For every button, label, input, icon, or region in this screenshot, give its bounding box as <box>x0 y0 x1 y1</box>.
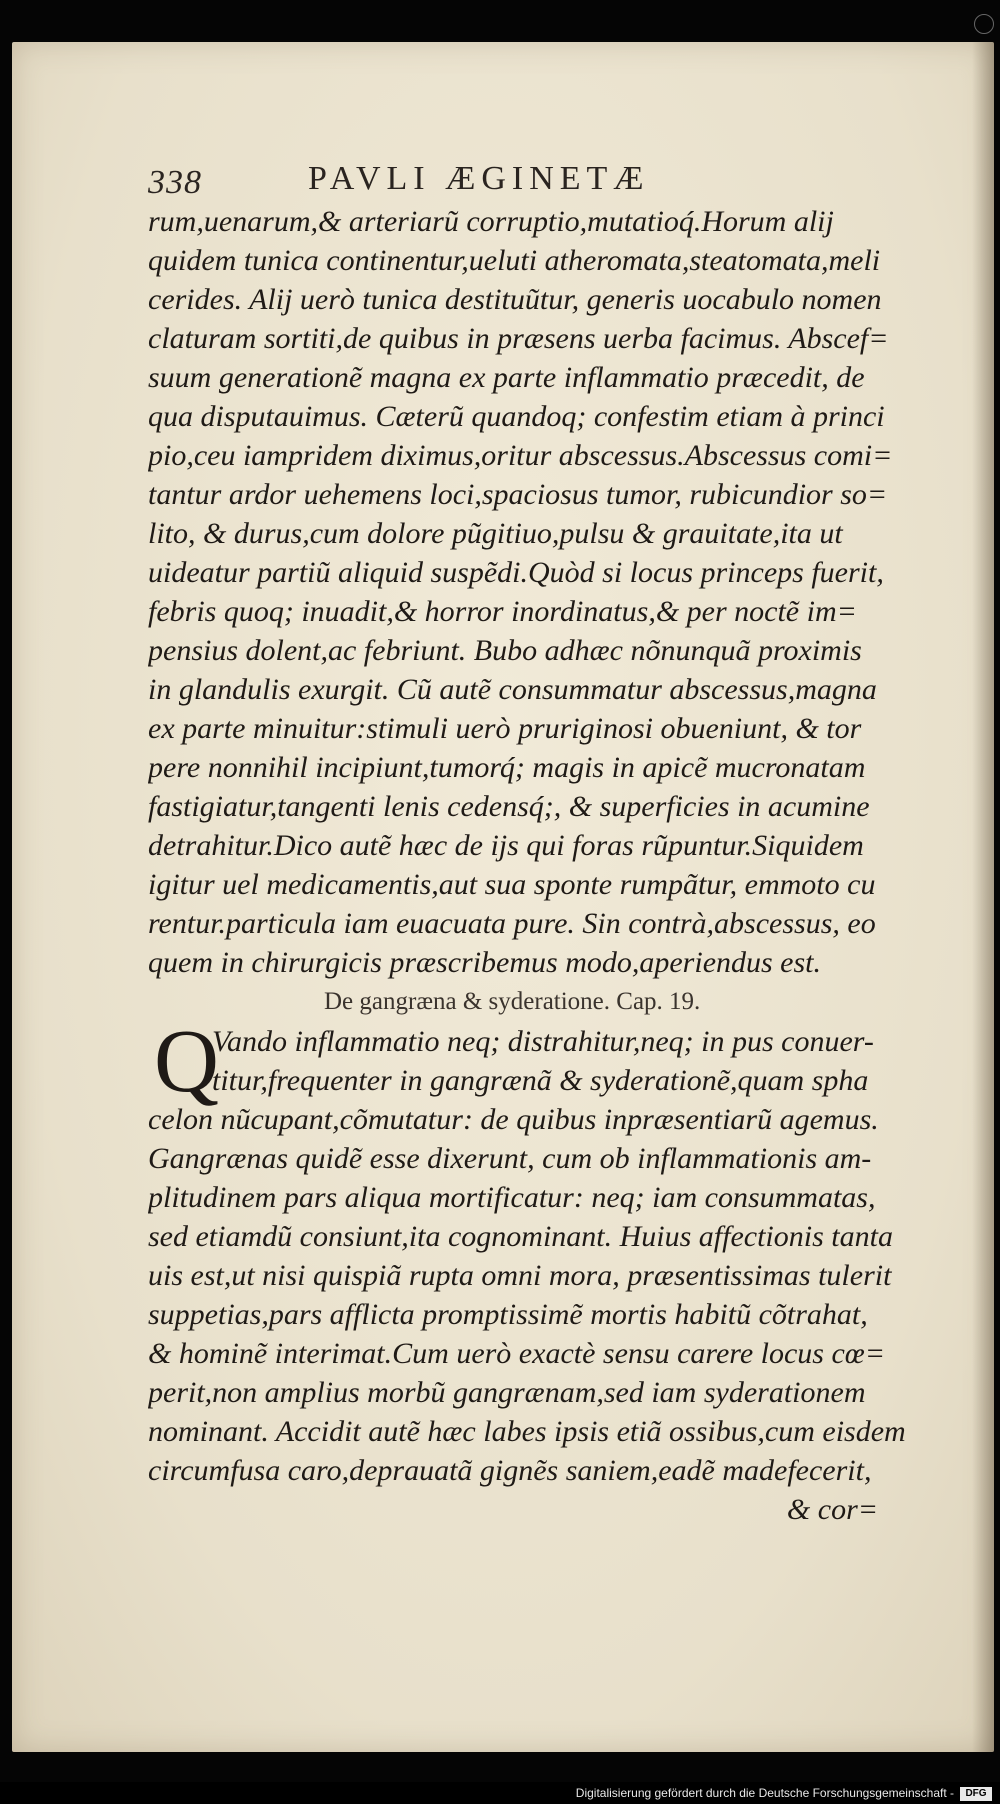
text-line: pere nonnihil incipiunt,tumorq́; magis in apicẽ mucronatam <box>148 751 866 784</box>
text-line: Gangrænas quidẽ esse dixerunt, cum ob inflammationis am- <box>148 1142 872 1175</box>
text-line: suppetias,pars afflicta promptissimẽ mortis habitũ cõtrahat, <box>148 1298 868 1331</box>
text-line: circumfusa caro,deprauatã gignẽs saniem,eadẽ madefecerit, <box>148 1454 872 1487</box>
text-line: suum generationẽ magna ex parte inflammatio præcedit, de <box>148 361 865 394</box>
text-line: quem in chirurgicis præscribemus modo,aperiendus est. <box>148 946 822 979</box>
text-line: & hominẽ interimat.Cum uerò exactè sensu carere locus cœ= <box>148 1337 886 1370</box>
text-line: detrahitur.Dico autẽ hæc de ijs qui foras rũpuntur.Siquidem <box>148 829 864 862</box>
text-line: quidem tunica continentur,ueluti atheromata,steatomata,meli <box>148 244 881 277</box>
text-line: Vando inflammatio neq; distrahitur,neq; in pus conuer- <box>212 1025 874 1058</box>
chapter-heading: De gangræna & syderatione. Cap. 19. <box>324 988 701 1015</box>
text-line: pio,ceu iampridem diximus,oritur abscessus.Abscessus comi= <box>148 439 893 472</box>
scan-corner-mark <box>974 14 994 34</box>
main-text <box>148 202 908 1529</box>
text-line: perit,non amplius morbũ gangrænam,sed iam syderationem <box>148 1376 866 1409</box>
text-line: febris quoq; inuadit,& horror inordinatus,& per noctẽ im= <box>148 595 857 628</box>
text-line: lito, & durus,cum dolore pũgitiuo,pulsu & grauitate,ita ut <box>148 517 843 550</box>
text-line: plitudinem pars aliqua mortificatur: neq; iam consummatas, <box>148 1181 876 1214</box>
text-line: titur,frequenter in gangrænã & syderationẽ,quam spha <box>212 1064 869 1097</box>
text-line: sed etiamdũ consiunt,ita cognominant. Huius affectionis tanta <box>148 1220 893 1253</box>
text-line: rum,uenarum,& arteriarũ corruptio,mutatioq́.Horum alij <box>148 205 834 238</box>
catchword: & cor= <box>786 1493 878 1526</box>
text-line: cerides. Alij uerò tunica destituũtur, generis uocabulo nomen <box>148 283 882 316</box>
text-line: igitur uel medicamentis,aut sua sponte rumpãtur, emmoto cu <box>148 868 876 901</box>
footer-bar <box>0 1782 1000 1804</box>
text-lines-bottom <box>148 1100 908 1490</box>
dfg-logo: DFG <box>960 1787 992 1801</box>
text-line: pensius dolent,ac febriunt. Bubo adhæc nõnunquã proximis <box>148 634 862 667</box>
text-line: in glandulis exurgit. Cũ autẽ consummatur abscessus,magna <box>148 673 877 706</box>
funding-credit: Digitalisierung gefördert durch die Deutsche Forschungsgemeinschaft - <box>575 1786 954 1800</box>
running-title: PAVLI ÆGINETÆ <box>308 160 650 197</box>
text-line: fastigiatur,tangenti lenis cedensq́;, & superficies in acumine <box>148 790 870 823</box>
drop-cap-paragraph <box>148 1012 908 1111</box>
page-gutter-shadow <box>972 42 994 1752</box>
text-lines-drop-cap <box>148 1012 908 1111</box>
text-line: uis est,ut nisi quispiã rupta omni mora, præsentissimas tulerit <box>148 1259 892 1292</box>
page-number: 338 <box>148 164 202 201</box>
running-head <box>148 160 848 206</box>
text-line: tantur ardor uehemens loci,spaciosus tumor, rubicundior so= <box>148 478 888 511</box>
text-line: claturam sortiti,de quibus in præsens uerba facimus. Abscef= <box>148 322 889 355</box>
text-line: qua disputauimus. Cæterũ quandoq; confestim etiam à princi <box>148 400 885 433</box>
text-lines-top <box>148 202 908 982</box>
drop-cap-initial: Q <box>154 1012 219 1111</box>
text-line: rentur.particula iam euacuata pure. Sin contrà,abscessus, eo <box>148 907 876 940</box>
text-line: celon nũcupant,cõmutatur: de quibus inpræsentiarũ agemus. <box>148 1103 879 1136</box>
text-line: ex parte minuitur:stimuli uerò pruriginosi obueniunt, & tor <box>148 712 862 745</box>
text-line: nominant. Accidit autẽ hæc labes ipsis etiã ossibus,cum eisdem <box>148 1415 906 1448</box>
text-line: uideatur partiũ aliquid suspẽdi.Quòd si locus princeps fuerit, <box>148 556 884 589</box>
